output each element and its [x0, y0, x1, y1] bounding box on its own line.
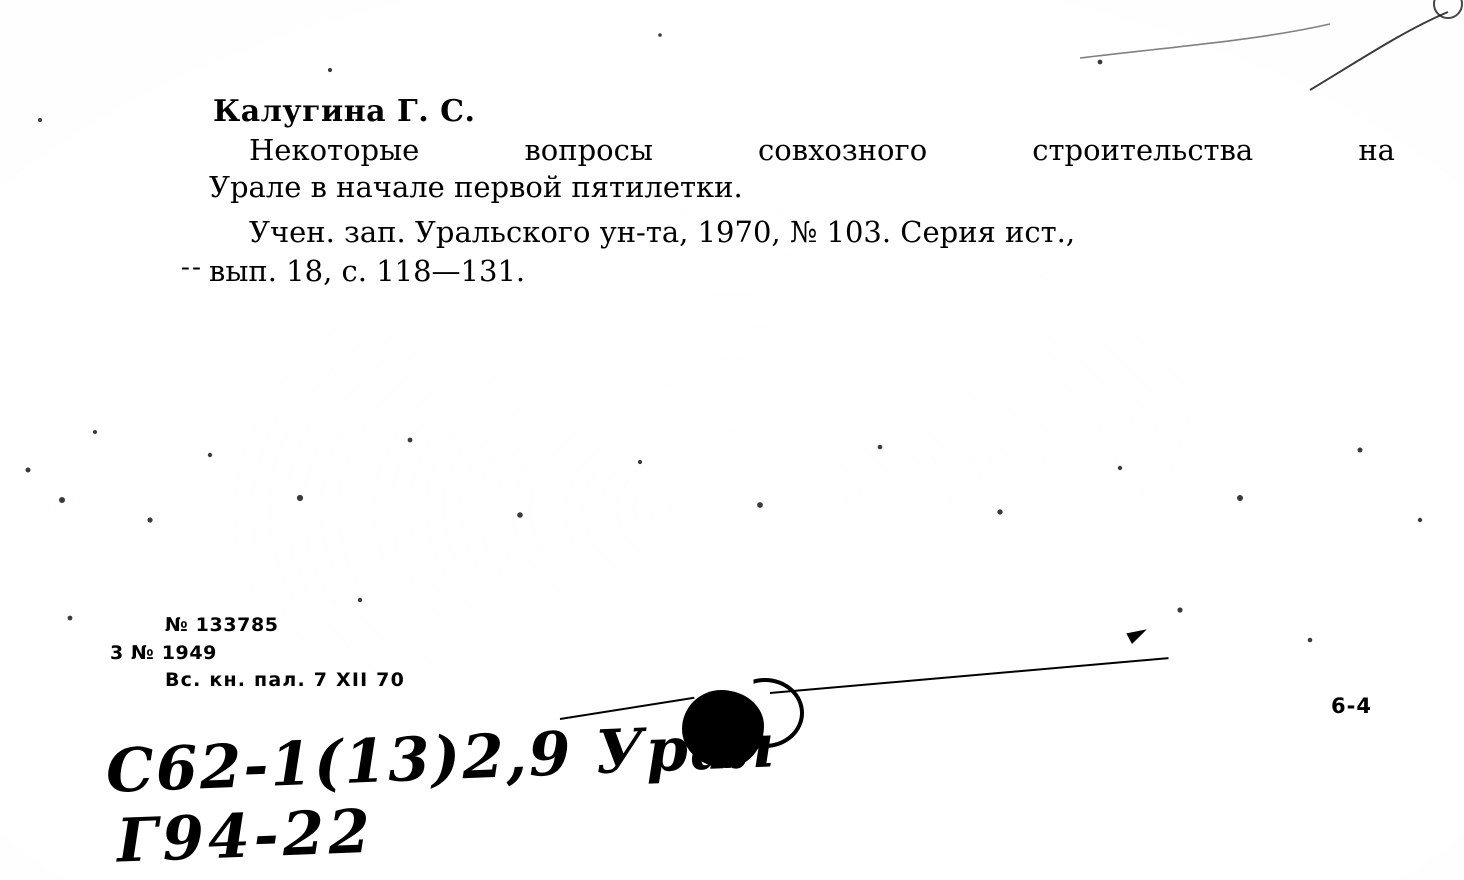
title-word-3: совхозного — [758, 132, 928, 167]
handwritten-shelfmark — [104, 711, 780, 877]
title-word-5: на — [1358, 132, 1395, 167]
entry-title-line-1 — [205, 132, 1395, 170]
registration-stamp — [110, 612, 405, 695]
title-word-1: Некоторые — [249, 132, 420, 167]
handwritten-line-1: С62-1(13)2,9 Урал — [104, 711, 778, 807]
corner-code: 6-4 — [1331, 694, 1372, 718]
stamp-record-number: 3 № 1949 — [110, 641, 217, 664]
entry-title-line-2: Урале в начале первой пятилетки. — [209, 170, 743, 205]
arrow-mark-icon — [1126, 624, 1149, 644]
entry-source-line-1: Учен. зап. Уральского ун-та, 1970, № 103. Серия ист., — [249, 214, 1076, 249]
stamp-accession-number: № 133785 — [165, 614, 279, 636]
handwritten-line-2: Г94-22 — [115, 796, 376, 877]
stamp-book-chamber-date: Вс. кн. пал. 7 XII 70 — [165, 669, 406, 692]
bibliographic-entry — [181, 94, 1395, 291]
entry-source-line-2: вып. 18, с. 118—131. — [209, 254, 526, 289]
title-word-4: строительства — [1032, 132, 1254, 167]
title-word-2: вопросы — [524, 132, 653, 167]
entry-author: Калугина Г. С. — [213, 94, 476, 129]
leader-line-right — [770, 657, 1169, 694]
entry-dash-mark: - - — [181, 252, 199, 281]
